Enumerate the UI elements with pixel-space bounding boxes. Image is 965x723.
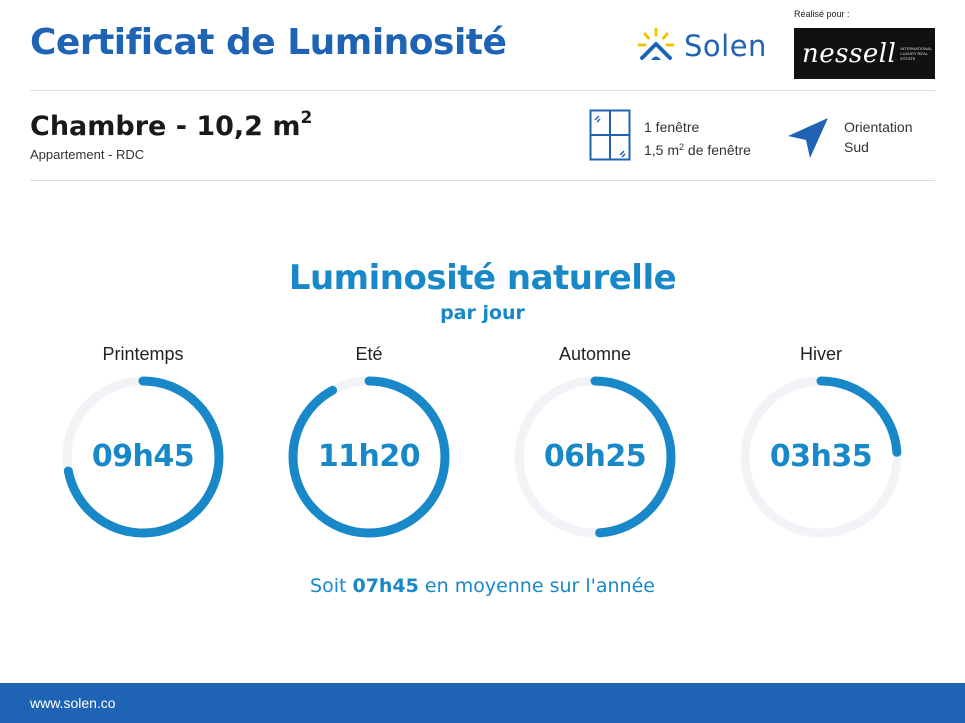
season-ring [284,372,454,542]
season-value: 03h35 [769,439,873,474]
season-label: Hiver [799,344,842,364]
season-label: Printemps [102,344,184,364]
season-winter [736,344,906,542]
season-spring [58,344,228,542]
client-name: nessell [802,38,897,69]
client-tagline: INTERNATIONAL LUXURY REAL ESTATE [900,46,932,61]
orientation-arrow-icon [786,116,830,160]
season-label: Automne [558,344,632,364]
season-ring [58,372,228,542]
page-title: Certificat de Luminosité [30,22,507,63]
season-value: 06h25 [543,439,647,474]
luminosity-subtitle: par jour [440,302,525,324]
footer-link[interactable]: www.solen.co [30,695,116,711]
orientation-value: Sud [844,139,869,155]
orientation-label: Orientation [844,119,913,135]
room-subtitle: Appartement - RDC [30,147,145,162]
client-logo [794,28,935,79]
solen-logo [636,26,767,66]
season-autumn [510,344,680,542]
window-icon [589,109,631,161]
orientation-info [844,117,912,157]
season-label: Eté [355,344,383,364]
window-info [644,117,751,160]
sun-house-icon [636,26,676,66]
divider [30,90,935,91]
window-count: 1 fenêtre [644,119,700,135]
season-value: 11h20 [317,439,421,474]
realise-pour-label: Réalisé pour : [794,9,850,19]
season-summer [284,344,454,542]
season-ring [510,372,680,542]
brand-name: Solen [684,29,767,63]
average-value: 07h45 [352,575,419,597]
yearly-average: Soit 07h45 en moyenne sur l'année [310,575,655,597]
room-title: Chambre - 10,2 $m^2$ [30,108,313,142]
luminosity-title: Luminosité naturelle [288,258,677,298]
season-value: 09h45 [91,439,195,474]
season-ring [736,372,906,542]
footer [0,683,965,723]
window-area: 1,5 $m^2$ de fenêtre [644,142,751,158]
divider [30,180,935,181]
